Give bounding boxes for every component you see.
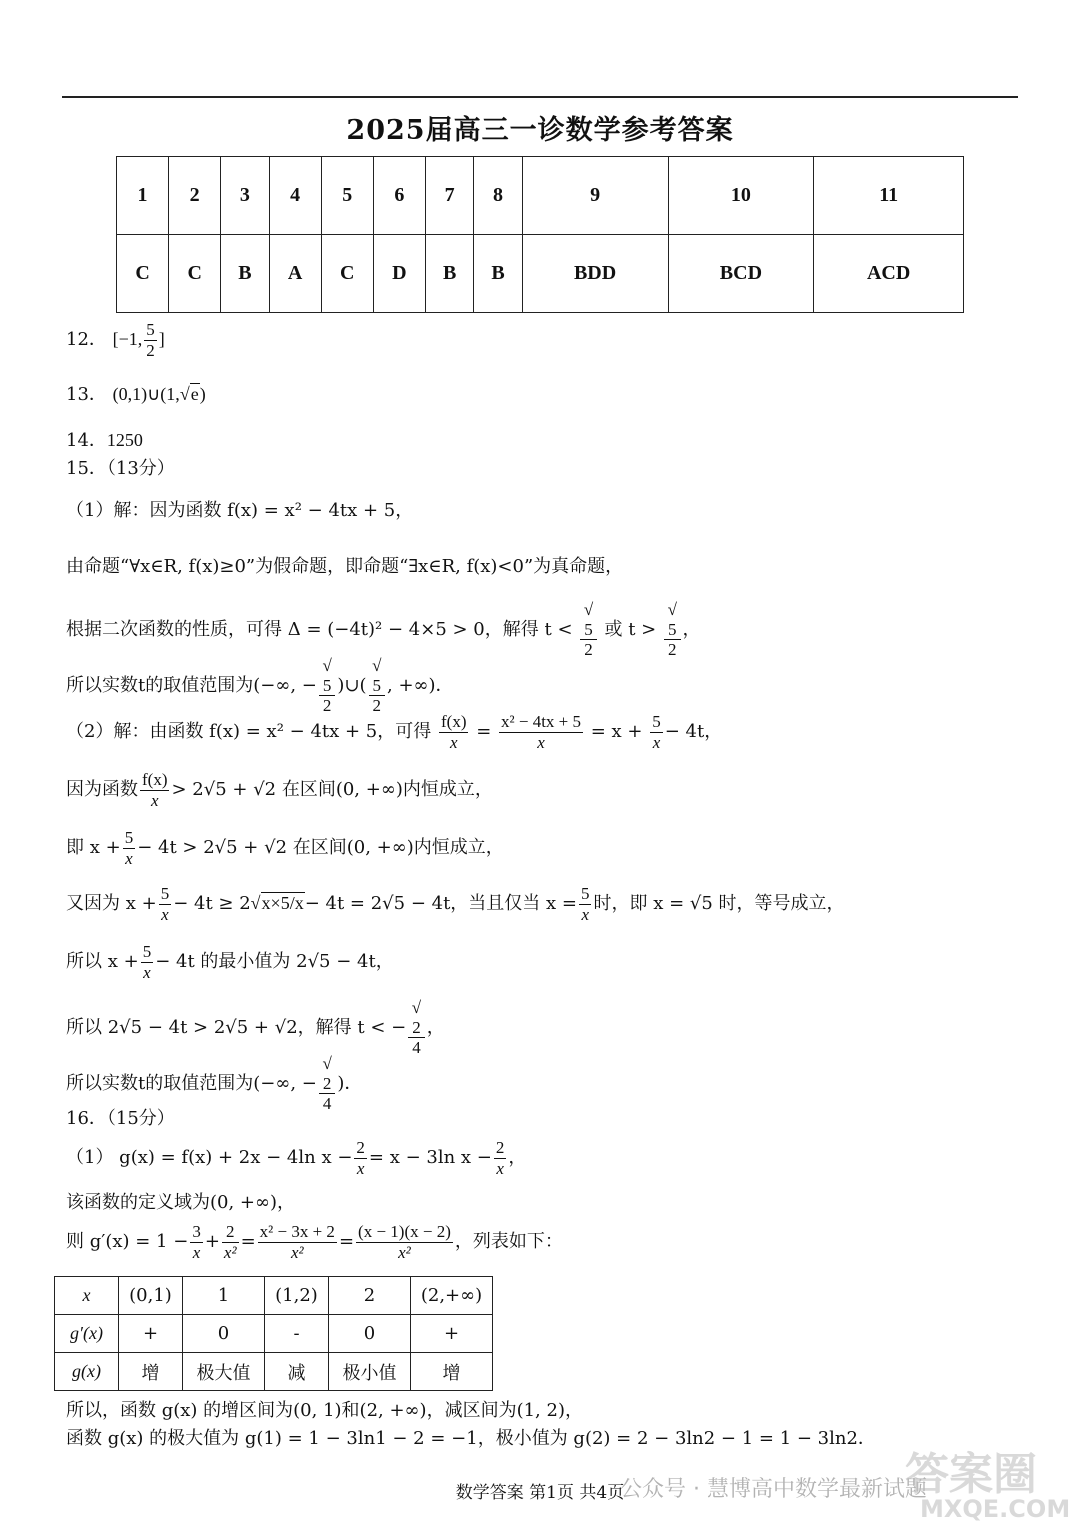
q15-part1-line3: 根据二次函数的性质，可得 Δ = (−4t)² − 4×5 > 0，解得 t < √ 5 2 或 t > √ 5 2 ， xyxy=(66,600,701,660)
answer-number: 5 xyxy=(321,157,373,235)
answer-choice: C xyxy=(321,235,373,313)
watermark-text: 公众号 · 慧博高中数学最新试题 xyxy=(620,1477,927,1502)
sqrt: √e xyxy=(179,384,199,404)
question-16-heading: 16．（15分） xyxy=(66,1108,175,1129)
answer-14: 14．1250 xyxy=(66,430,143,451)
answer-choice: ACD xyxy=(814,235,964,313)
q15-part2-line5: 所以 x + $\frac{5}{x}$ − 4t 的最小值为 2√5 − 4t， xyxy=(66,942,394,982)
answer-choice: BDD xyxy=(522,235,668,313)
sign-table-header-row: x (0,1) 1 (1,2) 2 (2,+∞) xyxy=(55,1277,493,1315)
answer-number: 2 xyxy=(169,157,221,235)
answer-number: 11 xyxy=(814,157,964,235)
answer-table-answers-row xyxy=(117,235,964,313)
answer-choice: B xyxy=(474,235,522,313)
answer-choice: B xyxy=(221,235,269,313)
q15-part2-line3: 即 x + $\frac{5}{x}$ − 4t > 2√5 + √2 在区间(0, +∞)内恒成立， xyxy=(66,828,504,868)
answer-choice: BCD xyxy=(668,235,814,313)
q15-part2-line4: 又因为 x + $\frac{5}{x}$ − 4t ≥ 2√x×5/x− 4t = 2√5 − 4t，当且仅当 x = $\frac{5}{x}$ 时，即 x = √5 时，等号成立， xyxy=(66,884,845,924)
q15-part2-line6: 所以 2√5 − 4t > 2√5 + √2，解得 t < − √ 2 4 ， xyxy=(66,998,445,1058)
q15-part2-line1: （2）解：由函数 f(x) = x² − 4tx + 5，可得 $\frac{f(x)}{x}$ = $\frac{\text{x² − 4tx + 5}}{x}$ = x + $\frac{5}{x}$ − 4t， xyxy=(66,712,723,752)
sign-table-function-row: g(x) 增 极大值 减 极小值 增 xyxy=(55,1353,493,1391)
answer-number: 4 xyxy=(269,157,321,235)
watermark-logo-sub: MXQE.COM xyxy=(920,1495,1071,1523)
q15-part2-line7: 所以实数t的取值范围为(−∞, − √ 2 4 )． xyxy=(66,1054,363,1114)
q16-conclusion-line1: 所以，函数 g(x) 的增区间为(0, 1)和(2, +∞)，减区间为(1, 2)， xyxy=(66,1400,583,1421)
answer-12: 12． [−1, $\frac{5}{2}$ ] xyxy=(66,320,165,360)
sign-table xyxy=(54,1276,493,1391)
answer-number: 7 xyxy=(425,157,473,235)
sign-table-derivative-row: g′(x) + 0 - 0 + xyxy=(55,1315,493,1353)
page-footer: 数学答案 第1页 共4页 xyxy=(455,1483,625,1503)
q15-part1-line1: （1）解：因为函数 f(x) = x² − 4tx + 5， xyxy=(66,500,414,521)
q15-part2-line2: 因为函数 $\frac{f(x)}{x}$ > 2√5 + √2 在区间(0, +∞)内恒成立， xyxy=(66,770,493,810)
answer-number: 9 xyxy=(522,157,668,235)
q15-part1-line4: 所以实数t的取值范围为(−∞, − √ 5 2 )∪( √ 5 2 , +∞)． xyxy=(66,656,454,716)
question-15-heading: 15．（13分） xyxy=(66,458,175,479)
q16-conclusion-line2: 函数 g(x) 的极大值为 g(1) = 1 − 3ln1 − 2 = −1，极小值为 g(2) = 2 − 3ln2 − 1 = 1 − 3ln2． xyxy=(66,1428,876,1449)
answer-number: 10 xyxy=(668,157,814,235)
answer-choice: B xyxy=(425,235,473,313)
q15-part1-line2: 由命题“∀x∈R, f(x)≥0”为假命题，即命题“∃x∈R, f(x)<0”为真命题， xyxy=(66,556,624,577)
answer-number: 3 xyxy=(221,157,269,235)
q16-part1-line2: 该函数的定义域为(0, +∞)， xyxy=(66,1192,296,1213)
fraction: $\frac{5}{2}$ xyxy=(146,320,155,360)
page-title: 2025届高三一诊数学参考答案 xyxy=(346,115,734,146)
answer-number: 8 xyxy=(474,157,522,235)
q16-part1-line1: （1） g(x) = f(x) + 2x − 4ln x − $\frac{2}{x}$ = x − 3ln x − $\frac{2}{x}$ ， xyxy=(66,1138,527,1178)
answer-number: 6 xyxy=(373,157,425,235)
answer-table xyxy=(116,156,964,313)
answer-choice: C xyxy=(117,235,169,313)
answer-choice: A xyxy=(269,235,321,313)
answer-number: 1 xyxy=(117,157,169,235)
watermark-logo: 答案圈 xyxy=(905,1449,1037,1500)
q16-part1-line3: 则 g′(x) = 1 − $\frac{3}{x}$ + $\frac{2}{\text{x²}}$ = $\frac{\text{x² − 3x + 2}}{\text{x²}}$ = $\frac{(x - 1)(x - 2)}{\text{x²}}$ ，列表如下： xyxy=(66,1222,563,1262)
answer-choice: D xyxy=(373,235,425,313)
answer-table-numbers-row xyxy=(117,157,964,235)
answer-13: 13． (0,1)∪(1,√e) xyxy=(66,384,206,405)
header-rule xyxy=(62,96,1018,98)
answer-choice: C xyxy=(169,235,221,313)
